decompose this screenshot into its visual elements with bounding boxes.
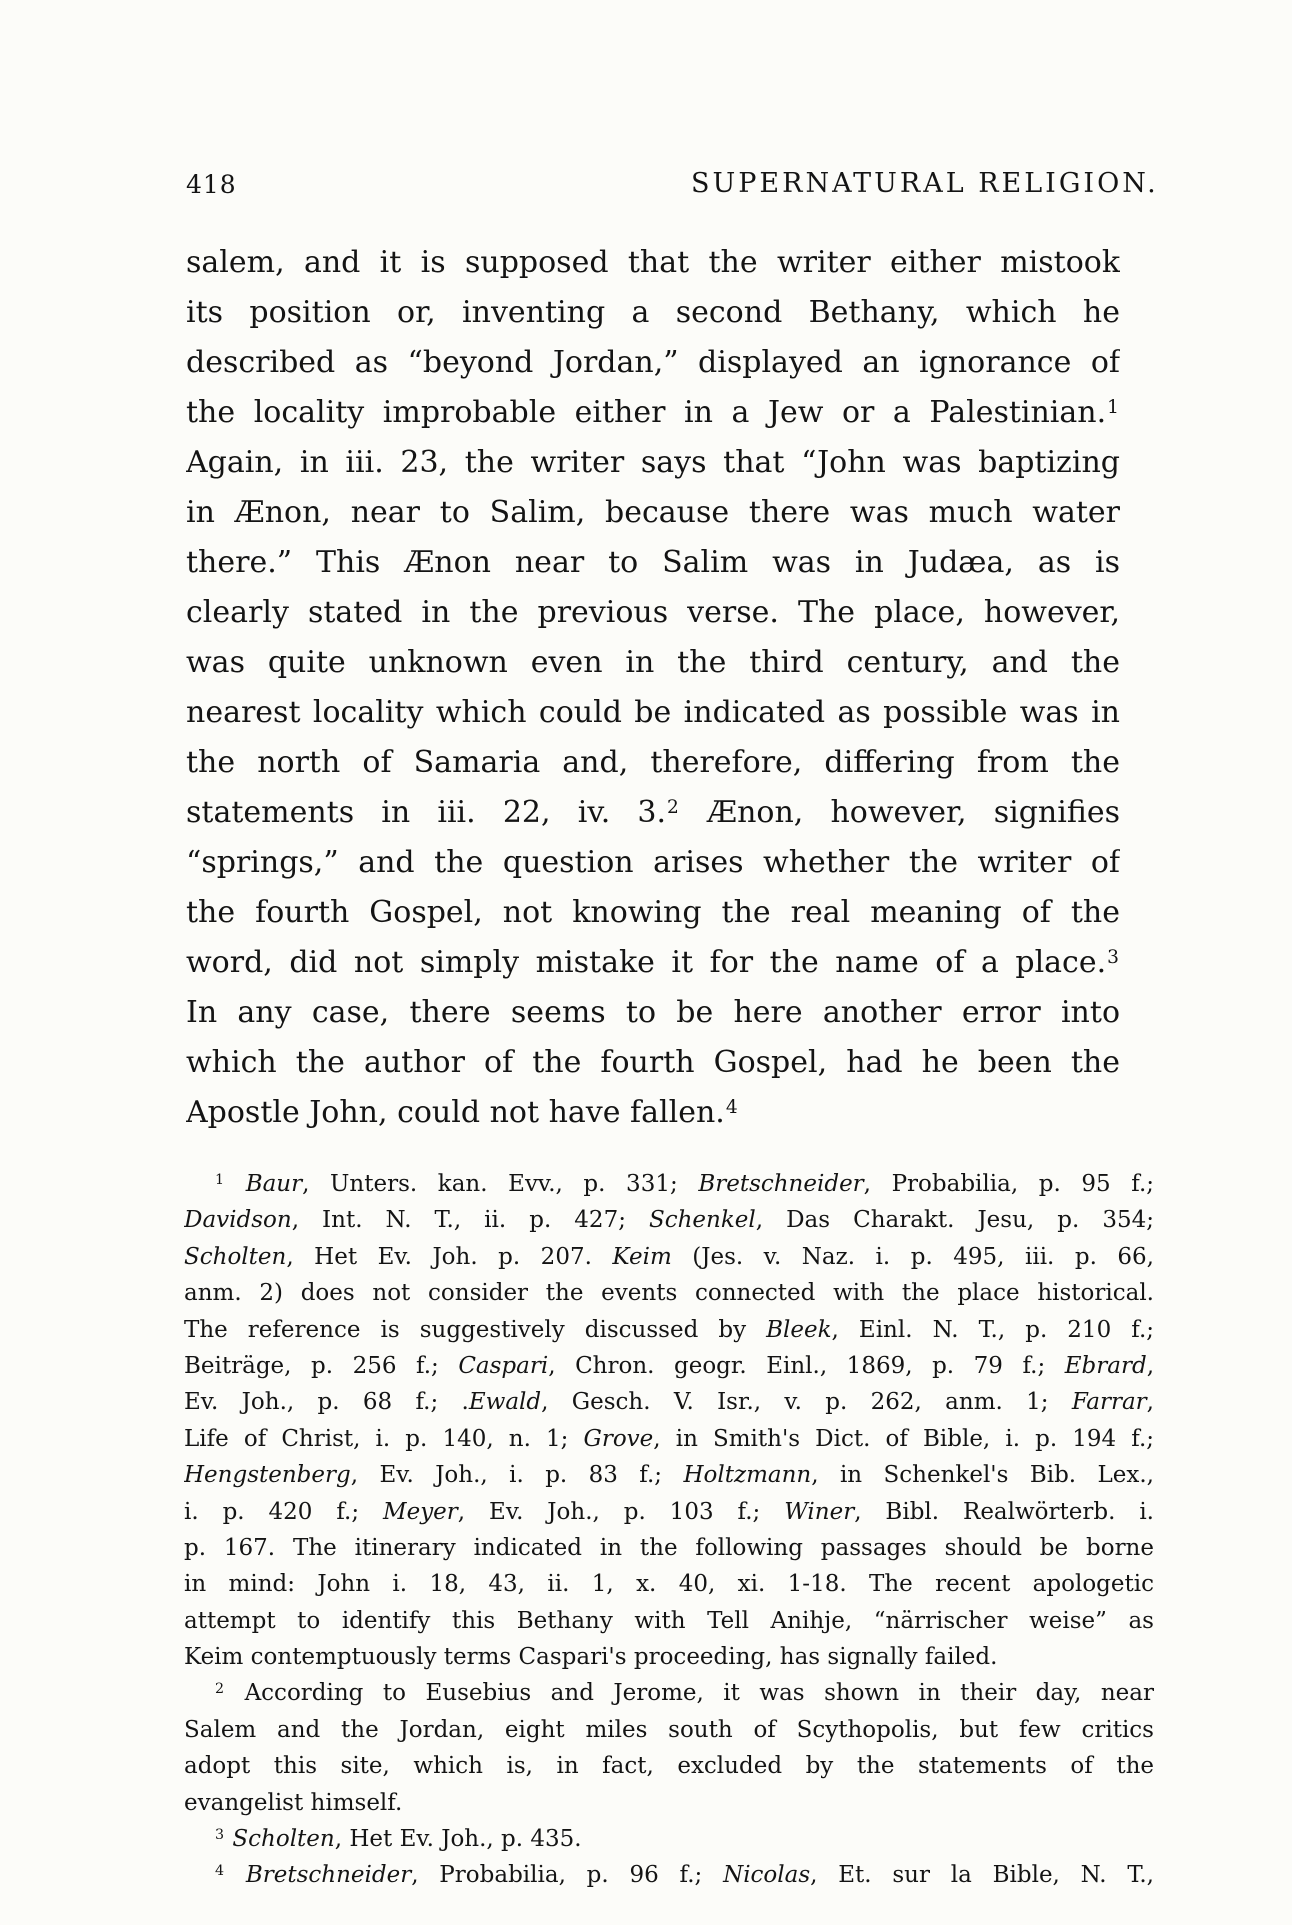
footnote-reference-mark: 2 [215, 1681, 225, 1698]
body-text-line: word, did not simply mistake it for the name of a place.$^3$ [186, 945, 1119, 980]
body-text-line: which the author of the fourth Gospel, had he been the [186, 1045, 1120, 1080]
footnote-reference-mark: 1 [215, 1171, 225, 1188]
body-text-line: the locality improbable either in a Jew or a Palestinian.$^1$ [186, 395, 1119, 430]
footnote-line: Beiträge, p. 256 f.; Caspari, Chron. geogr. Einl., 1869, p. 79 f.; Ebrard, [184, 1352, 1154, 1379]
footnote-line: adopt this site, which is, in fact, excluded by the statements of the [184, 1753, 1154, 1780]
body-text-line: salem, and it is supposed that the writer either mistook [186, 245, 1120, 280]
body-text-line: statements in iii. 22, iv. 3.$^2$ Ænon, however, signifies [186, 795, 1120, 830]
footnote-line: Ev. Joh., p. 68 f.; .Ewald, Gesch. V. Isr., v. p. 262, anm. 1; Farrar, [184, 1389, 1154, 1416]
footnote-reference-mark: 1 [1107, 396, 1119, 418]
footnote-line: Salem and the Jordan, eight miles south of Scythopolis, but few critics [184, 1716, 1154, 1743]
footnote-line: $^2$ According to Eusebius and Jerome, it was shown in their day, near [215, 1680, 1154, 1707]
footnote-line: i. p. 420 f.; Meyer, Ev. Joh., p. 103 f.; Winer, Bibl. Realwörterb. i. [184, 1498, 1154, 1525]
body-text-line: in Ænon, near to Salim, because there was much water [186, 495, 1120, 530]
body-text-line: Again, in iii. 23, the writer says that “John was baptizing [186, 445, 1120, 480]
footnote-line: anm. 2) does not consider the events connected with the place historical. [184, 1280, 1154, 1307]
running-head-title: SUPERNATURAL RELIGION. [691, 168, 1159, 199]
footnote-reference-mark: 4 [215, 1863, 225, 1880]
body-text-line: Apostle John, could not have fallen.$^4$ [186, 1095, 738, 1130]
footnote-reference-mark: 4 [725, 1096, 738, 1118]
footnote-line: Keim contemptuously terms Caspari's proceeding, has signally failed. [184, 1644, 998, 1671]
footnote-line: Davidson, Int. N. T., ii. p. 427; Schenkel, Das Charakt. Jesu, p. 354; [184, 1207, 1154, 1234]
body-text-line: was quite unknown even in the third century, and the [186, 645, 1120, 680]
footnote-line: Life of Christ, i. p. 140, n. 1; Grove, in Smith's Dict. of Bible, i. p. 194 f.; [184, 1425, 1154, 1452]
footnote-line: $^3$ Scholten, Het Ev. Joh., p. 435. [215, 1826, 582, 1853]
body-text-line: there.” This Ænon near to Salim was in Judæa, as is [186, 545, 1120, 580]
body-paragraph [186, 238, 1120, 1138]
body-text-line: the north of Samaria and, therefore, differing from the [186, 745, 1120, 780]
footnote-line: attempt to identify this Bethany with Tell Anihje, “närrischer weise” as [184, 1607, 1154, 1634]
body-text-line: nearest locality which could be indicated as possible was in [186, 695, 1120, 730]
footnote-line: $^1$ Baur, Unters. kan. Evv., p. 331; Bretschneider, Probabilia, p. 95 f.; [215, 1171, 1154, 1197]
body-text-line: described as “beyond Jordan,” displayed an ignorance of [186, 345, 1120, 380]
body-text-line: the fourth Gospel, not knowing the real meaning of the [186, 895, 1120, 930]
footnote-line: in mind: John i. 18, 43, ii. 1, x. 40, xi. 1-18. The recent apologetic [184, 1571, 1154, 1598]
footnote-reference-mark: 3 [215, 1826, 225, 1843]
footnote-reference-mark: 3 [1107, 946, 1119, 968]
footnote-line: p. 167. The itinerary indicated in the following passages should be borne [184, 1534, 1154, 1561]
footnote-line: The reference is suggestively discussed by Bleek, Einl. N. T., p. 210 f.; [184, 1316, 1154, 1343]
body-text-line: its position or, inventing a second Bethany, which he [186, 295, 1120, 330]
body-text-line: In any case, there seems to be here another error into [186, 995, 1120, 1030]
page-number: 418 [186, 170, 237, 199]
footnote-line: evangelist himself. [184, 1789, 403, 1816]
footnote-reference-mark: 2 [667, 796, 679, 818]
body-text-line: clearly stated in the previous verse. The place, however, [186, 595, 1120, 630]
footnote-line: Scholten, Het Ev. Joh. p. 207. Keim (Jes. v. Naz. i. p. 495, iii. p. 66, [184, 1243, 1154, 1270]
footnote-line: $^4$ Bretschneider, Probabilia, p. 96 f.; Nicolas, Et. sur la Bible, N. T., [215, 1862, 1154, 1889]
page-header [186, 168, 1159, 202]
footnote-line: Hengstenberg, Ev. Joh., i. p. 83 f.; Holtzmann, in Schenkel's Bib. Lex., [184, 1462, 1154, 1489]
body-text-line: “springs,” and the question arises whether the writer of [186, 845, 1120, 880]
footnotes-section [184, 1166, 1154, 1894]
